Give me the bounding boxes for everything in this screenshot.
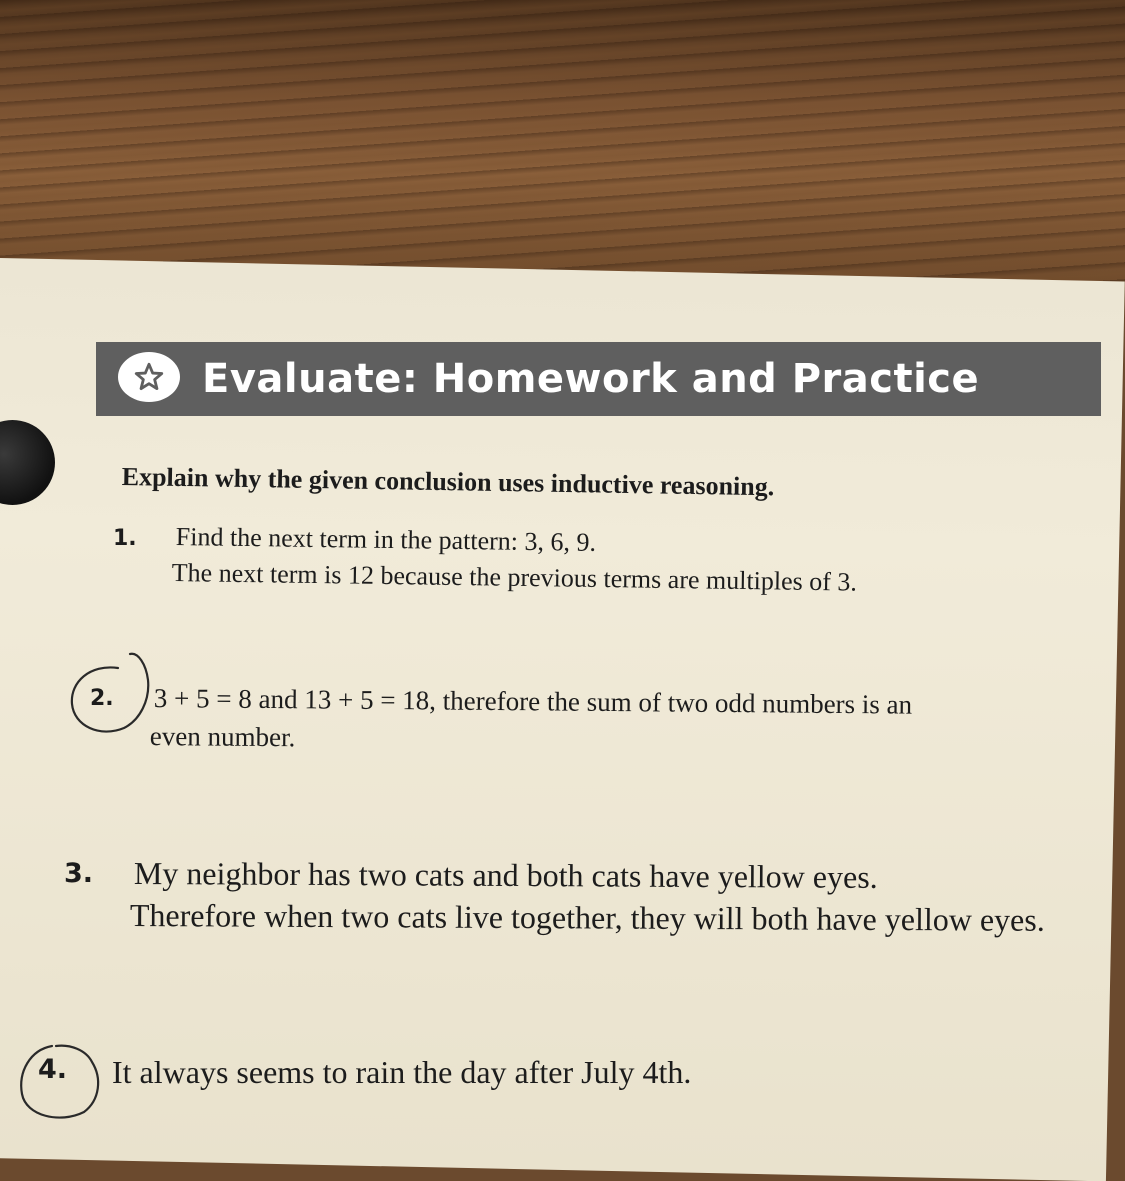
problem-2-line-2: even number.	[149, 721, 296, 753]
problem-4-line-1: It always seems to rain the day after July 4th.	[112, 1054, 692, 1090]
problem-3-line-1: My neighbor has two cats and both cats have yellow eyes.	[133, 855, 878, 895]
problem-number-2: 2.	[90, 686, 114, 711]
problem-number-1: 1.	[113, 526, 137, 551]
problem-1-line-1: Find the next term in the pattern: 3, 6, 9.	[175, 522, 597, 557]
problem-number-4: 4.	[38, 1054, 68, 1085]
star-icon	[118, 352, 180, 402]
problem-number-3: 3.	[64, 858, 94, 889]
problem-2-line-1: 3 + 5 = 8 and 13 + 5 = 18, therefore the sum of two odd numbers is an	[153, 683, 913, 720]
wooden-table	[0, 0, 1125, 290]
banner-title: Evaluate: Homework and Practice	[202, 356, 980, 402]
problem-3-line-2: Therefore when two cats live together, they will both have yellow eyes.	[129, 897, 1045, 938]
instructions: Explain why the given conclusion uses inductive reasoning.	[121, 462, 775, 502]
problem-1-line-2: The next term is 12 because the previous terms are multiples of 3.	[171, 558, 858, 597]
